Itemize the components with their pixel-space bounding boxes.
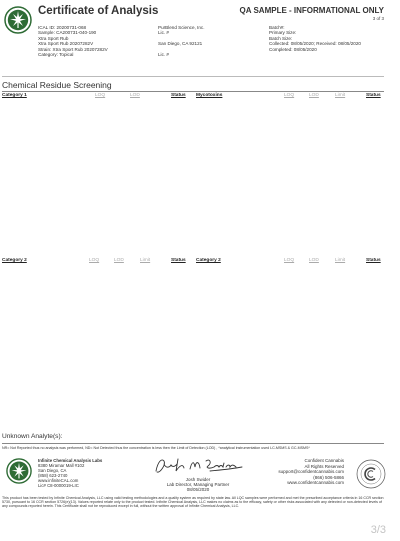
col-status: Status xyxy=(366,93,381,98)
sample-info xyxy=(38,25,108,57)
batch-line: Batch Size: xyxy=(269,35,293,41)
col-limit: Limit xyxy=(140,258,151,263)
client-line: PurBlend Science, Inc. xyxy=(158,25,205,30)
sample-line: Xtra Sport Rub 20207282V xyxy=(38,41,94,47)
col-loq: LOQ xyxy=(95,93,106,98)
col-category-2: Category 2 xyxy=(196,258,221,263)
sample-line: Xtra Sport Rub xyxy=(38,35,69,41)
client-line: Lic. # xyxy=(158,30,169,36)
col-category-2: Category 2 xyxy=(2,258,27,263)
col-status: Status xyxy=(171,258,186,263)
platform-contact xyxy=(278,458,344,486)
page-number: 3 of 3 xyxy=(372,16,384,21)
confident-cannabis-seal-icon xyxy=(356,459,386,489)
lab-logo-icon xyxy=(6,458,32,484)
col-limit: Limit xyxy=(335,258,346,263)
signer-line: 08/05/2020 xyxy=(186,487,210,493)
signature-text: Josh M Swider xyxy=(162,456,234,470)
signer-line: Josh Swider xyxy=(185,477,211,482)
batch-info xyxy=(269,25,361,52)
batch-line: Batch#: xyxy=(269,25,285,30)
client-line: Lic. # xyxy=(158,52,169,58)
col-lod: LOD xyxy=(309,93,319,98)
signature-image xyxy=(148,455,248,477)
col-status: Status xyxy=(366,258,381,263)
lab-line: (858) 623-2740 xyxy=(38,473,68,479)
unknown-analytes-title: Unknown Analyte(s): xyxy=(2,433,63,440)
col-lod: LOD xyxy=(130,93,140,98)
lab-line: San Diego, CA xyxy=(38,468,67,474)
sample-line: ICAL ID: 20200731-068 xyxy=(38,25,87,30)
col-mycotoxins: Mycotoxins xyxy=(196,93,223,98)
signer-info xyxy=(148,477,248,493)
batch-line: Primary Size: xyxy=(269,30,297,36)
section-divider xyxy=(2,91,384,92)
platform-line: Confident Cannabis xyxy=(304,458,344,463)
col-loq: LOQ xyxy=(89,258,100,263)
col-loq: LOQ xyxy=(284,258,295,263)
col-limit: Limit xyxy=(335,93,346,98)
col-lod: LOD xyxy=(309,258,319,263)
col-lod: LOD xyxy=(114,258,124,263)
section-title: Chemical Residue Screening xyxy=(2,80,112,90)
client-line: San Diego, CA 92121 xyxy=(158,41,203,47)
lab-contact xyxy=(38,458,102,489)
lab-line: Lic# C8-0000019-LIC xyxy=(38,483,79,489)
lab-line: Infinite Chemical Analysis Labs xyxy=(38,458,103,463)
legal-disclaimer: This product has been tested by Infinite Chemical Analysis, LLC using valid testing methodologies and a quality system as required by state law. All LQC samples were performed and met the prescribed acceptance criteria in 16 CCR section 5730, pursuant to 16 CCR section 5726(e)(13). Values reported relate only to the product tested. Infinite Chemical Analysis, LLC makes no claims as to the efficacy, safety or other risks associated with any detected or non-detected levels of any compounds reported herein. This Certificate shall not be reproduced except in full, without the written approval of Infinite Chemical Analysis, LLC. xyxy=(2,496,384,509)
col-category-1: Category 1 xyxy=(2,93,27,98)
batch-line: Collected: 08/05/2020; Received: 08/05/2020 xyxy=(269,41,361,47)
sample-line: Sample: CA200731-040-190 xyxy=(38,30,97,36)
client-info xyxy=(158,25,204,57)
lab-line: www.infiniteCAL.com xyxy=(38,478,79,484)
platform-line: (866) 506-5866 xyxy=(313,474,344,480)
sample-line: Category: Topical xyxy=(38,52,74,58)
signer-line: Lab Director, Managing Partner xyxy=(166,482,230,488)
lab-line: 8380 Miramar Mall #102 xyxy=(38,463,85,469)
platform-line: All Rights Reserved xyxy=(304,463,344,469)
page-marker: 3/3 xyxy=(370,524,386,536)
header-divider xyxy=(2,76,384,77)
platform-line: support@confidentcannabis.com xyxy=(278,469,344,475)
table-1-header xyxy=(0,93,400,100)
lab-logo-icon xyxy=(4,6,32,34)
batch-line: Completed: 08/05/2020 xyxy=(269,46,317,52)
platform-line: www.confidentcannabis.com xyxy=(287,480,344,486)
sample-line: Strain: Xtra Sport Rub 20207282V xyxy=(38,46,108,52)
document-title: Certificate of Analysis xyxy=(38,5,159,17)
footnote: NR= Not Reported thus no analysis was performed, ND= Not Detected thus the concentration is less then the Limit of Detection (LOD) , *analytical instrumentation used LC-MSMS & GC-MSMS* xyxy=(2,446,310,450)
qa-sample-label: QA SAMPLE - INFORMATIONAL ONLY xyxy=(239,6,384,15)
table-2-header xyxy=(0,258,400,265)
col-status: Status xyxy=(171,93,186,98)
unknown-divider xyxy=(2,443,384,444)
col-loq: LOQ xyxy=(284,93,295,98)
